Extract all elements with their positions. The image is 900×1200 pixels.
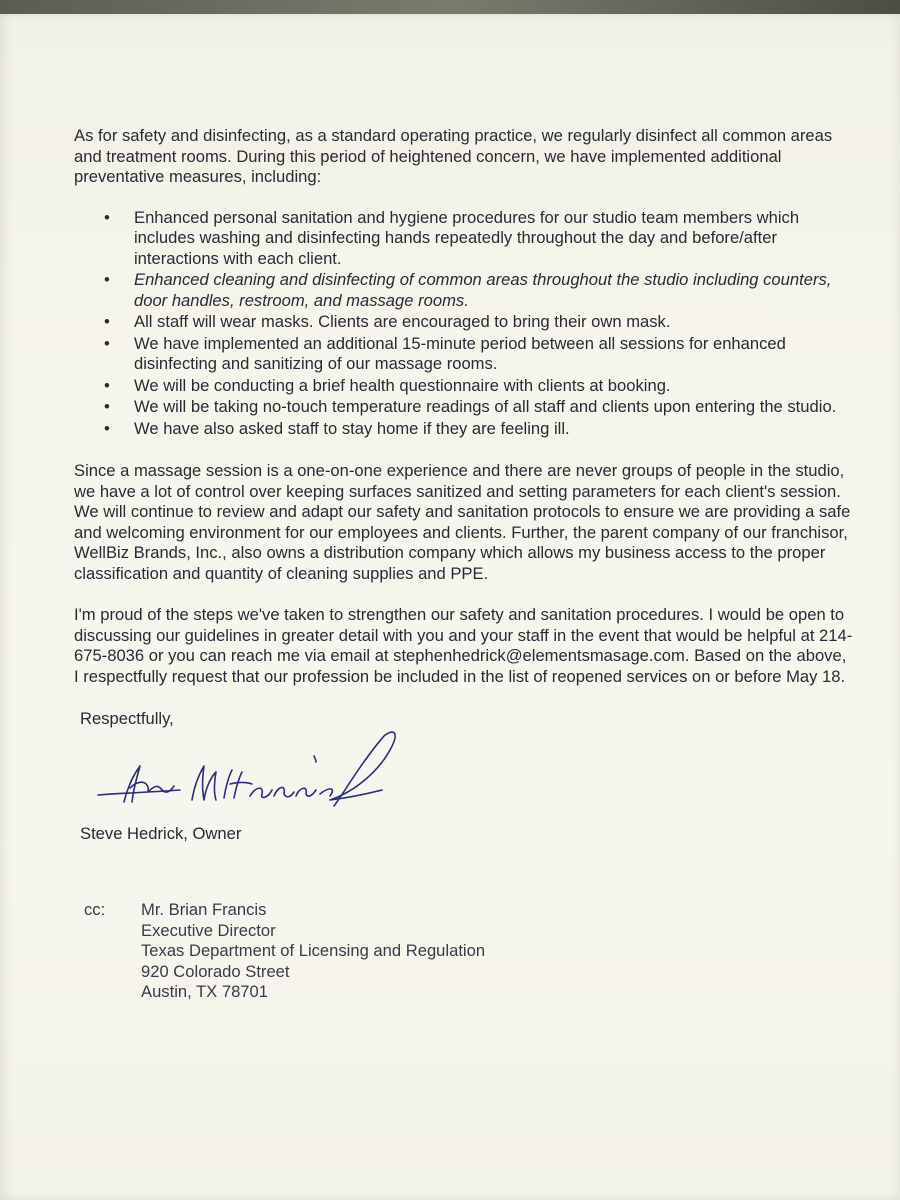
list-item: [74, 312, 854, 333]
list-item: [74, 334, 854, 375]
cc-line: Texas Department of Licensing and Regulation: [141, 941, 486, 960]
scanner-edge: [0, 0, 900, 14]
intro-paragraph: As for safety and disinfecting, as a standard operating practice, we regularly disinfect all common areas and treatment rooms. During this period of heightened concern, we have implemented additional preventative measures, including:: [74, 126, 833, 186]
list-item-text: Enhanced cleaning and disinfecting of common areas throughout the studio including counters, door handles, restroom, and massage rooms.: [134, 270, 832, 310]
closing-salutation: Respectfully,: [80, 709, 174, 728]
bullet-icon: •: [104, 375, 110, 395]
list-item-text: We will be taking no-touch temperature readings of all staff and clients upon entering the studio.: [134, 397, 837, 416]
list-item-text: All staff will wear masks. Clients are encouraged to bring their own mask.: [134, 312, 671, 331]
list-item: [74, 270, 854, 311]
bullet-icon: •: [104, 397, 110, 416]
cc-line: Austin, TX 78701: [141, 982, 268, 1001]
measures-list: [74, 208, 854, 440]
bullet-icon: •: [104, 418, 110, 438]
cc-line: Executive Director: [141, 920, 276, 940]
signer-name: Steve Hedrick, Owner: [80, 823, 242, 843]
list-item-text: Enhanced personal sanitation and hygiene procedures for our studio team members which includes washing and disinfecting hands repeatedly throughout the day and before/after interactions with each client.: [134, 207, 800, 268]
request-paragraph: I'm proud of the steps we've taken to strengthen our safety and sanitation procedures. I would be open to discussing our guidelines in greater detail with you and your staff in the event that would be helpful at 214-675-8036 or you can reach me via email at stephenhedrick@elementsmasage.com. Based on the above, I respectfully request that our profession be included in the list of reopened services on or before May 18.: [74, 605, 853, 686]
cc-recipient: [141, 900, 485, 1003]
list-item-text: We will be conducting a brief health questionnaire with clients at booking.: [134, 375, 671, 395]
list-item-text: We have implemented an additional 15-minute period between all sessions for enhanced disinfecting and sanitizing of our massage rooms.: [134, 333, 786, 373]
bullet-icon: •: [104, 207, 110, 227]
bullet-icon: •: [104, 270, 110, 289]
control-paragraph: Since a massage session is a one-on-one experience and there are never groups of people in the studio, we have a lot of control over keeping surfaces sanitized and setting parameters for each client's session. We will continue to review and adapt our safety and sanitation protocols to ensure we are providing a safe and welcoming environment for our employees and clients. Further, the parent company of our franchisor, WellBiz Brands, Inc., also owns a distribution company which allows my business access to the proper classification and quantity of cleaning supplies and PPE.: [74, 461, 851, 583]
cc-line: Mr. Brian Francis: [141, 900, 267, 919]
list-item: [74, 376, 854, 397]
bullet-icon: •: [104, 312, 110, 331]
cc-label: cc:: [84, 900, 106, 919]
bullet-icon: •: [104, 333, 110, 353]
list-item-text: We have also asked staff to stay home if they are feeling ill.: [134, 418, 570, 438]
list-item: [74, 397, 854, 418]
list-item: [74, 419, 854, 440]
cc-block: [74, 900, 854, 1010]
list-item: [74, 208, 854, 270]
signature-icon: [84, 716, 404, 836]
signature: [74, 730, 854, 838]
letter-body: [74, 126, 854, 1010]
cc-line: 920 Colorado Street: [141, 961, 290, 981]
